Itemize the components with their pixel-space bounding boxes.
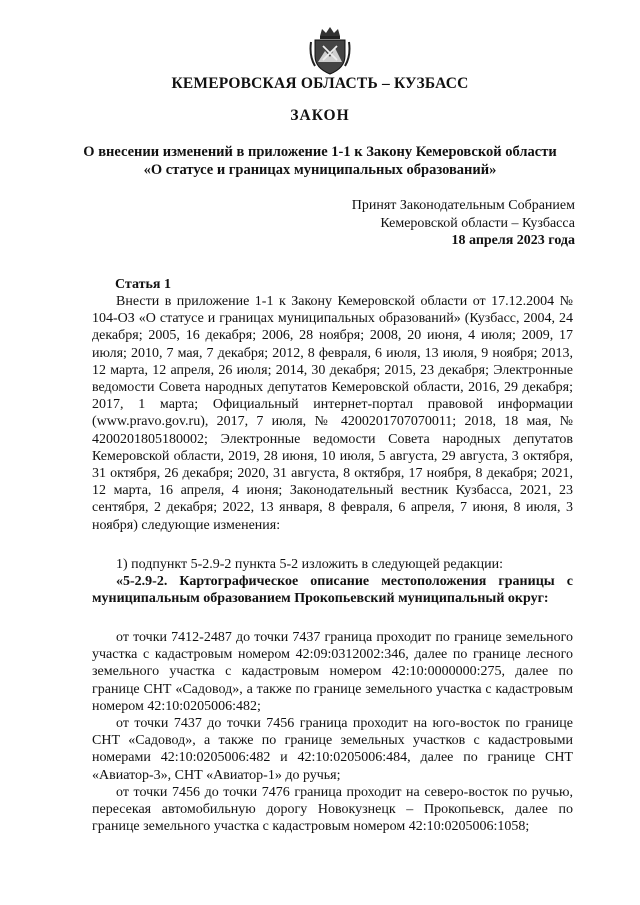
subpoint-block: [92, 556, 573, 573]
subpoint-paragraph: 1) подпункт 5-2.9-2 пункта 5-2 изложить в следующей редакции:: [116, 557, 503, 572]
quote-heading-block: [92, 573, 573, 607]
region-title: КЕМЕРОВСКАЯ ОБЛАСТЬ – КУЗБАСС: [171, 75, 469, 92]
quote-heading: «5-2.9-2. Картографическое описание местоположения границы с муниципальным образованием Прокопьевский муниципальный округ:: [92, 574, 573, 607]
subject-line-1: О внесении изменений в приложение 1-1 к Закону Кемеровской области: [83, 144, 557, 160]
point-paragraph: от точки 7437 до точки 7456 граница проходит на юго-восток по границе СНТ «Садовод», а также по границе земельных участков с кадастровыми номерами 42:10:0205006:482 и 42:10:0205006:484, далее по границе СНТ «Авиатор-3», СНТ «Авиатор-1» до ручья;: [92, 716, 573, 783]
point-paragraph: от точки 7456 до точки 7476 граница проходит на северо-восток по ручью, пересекая автомобильную дорогу Новокузнецк – Прокопьевск, далее по границе земельного участка с кадастровым номером 42:10:0205006:1058;: [92, 784, 573, 835]
coat-of-arms-icon: [308, 26, 352, 76]
adoption-date: 18 апреля 2023 года: [451, 233, 575, 248]
article-heading: Статья 1: [115, 277, 171, 292]
point-paragraph: от точки 7412-2487 до точки 7437 граница проходит по границе земельного участка с кадастровым номером 42:09:0312002:346, далее по границе лесного земельного участка с кадастровым номером 42:10:0000000:275, далее по границе СНТ «Садовод», а также по границе земельного участка с кадастровым номером 42:10:0205006:482;: [92, 630, 573, 714]
main-paragraph-block: [92, 293, 573, 534]
main-paragraph: Внести в приложение 1-1 к Закону Кемеровской области от 17.12.2004 № 104-ОЗ «О статусе и границах муниципальных образований» (Кузбасс, 2004, 24 декабря; 2005, 16 декабря; 2006, 28 ноября; 2008, 20 июня, 4 июля; 2009, 17 июля; 2010, 7 мая, 7 декабря; 2012, 8 февраля, 6 июля, 13 июля, 9 ноября; 2013, 12 марта, 12 апреля, 26 июля; 2014, 30 декабря; 2015, 23 декабря; Электронные ведомости Совета народных депутатов Кемеровской области, 2016, 29 декабря; 2017, 1 марта; Официальный интернет-портал правовой информации (www.pravo.gov.ru), 2017, 7 июля, № 4200201707070011; 2018, 18 мая, № 4200201805180002; Электронные ведомости Совета народных депутатов Кемеровской области, 2019, 28 июня, 10 июля, 5 августа, 29 августа, 3 октября, 31 октября, 26 декабря; 2020, 31 августа, 8 октября, 17 ноября, 8 декабря; 2021, 12 марта, 16 апреля, 4 июня; Законодательный вестник Кузбасса, 2021, 23 сентября, 2 декабря; 2022, 13 января, 8 февраля, 6 апреля, 7 июня, 8 июля, 3 ноября) следующие изменения:: [92, 294, 573, 533]
document-type: ЗАКОН: [290, 107, 350, 124]
points-list: [92, 629, 573, 835]
adoption-line-2: Кемеровской области – Кузбасса: [380, 216, 575, 231]
subject-line-2: «О статусе и границах муниципальных образований»: [143, 162, 497, 178]
adoption-line-1: Принят Законодательным Собранием: [351, 198, 575, 213]
